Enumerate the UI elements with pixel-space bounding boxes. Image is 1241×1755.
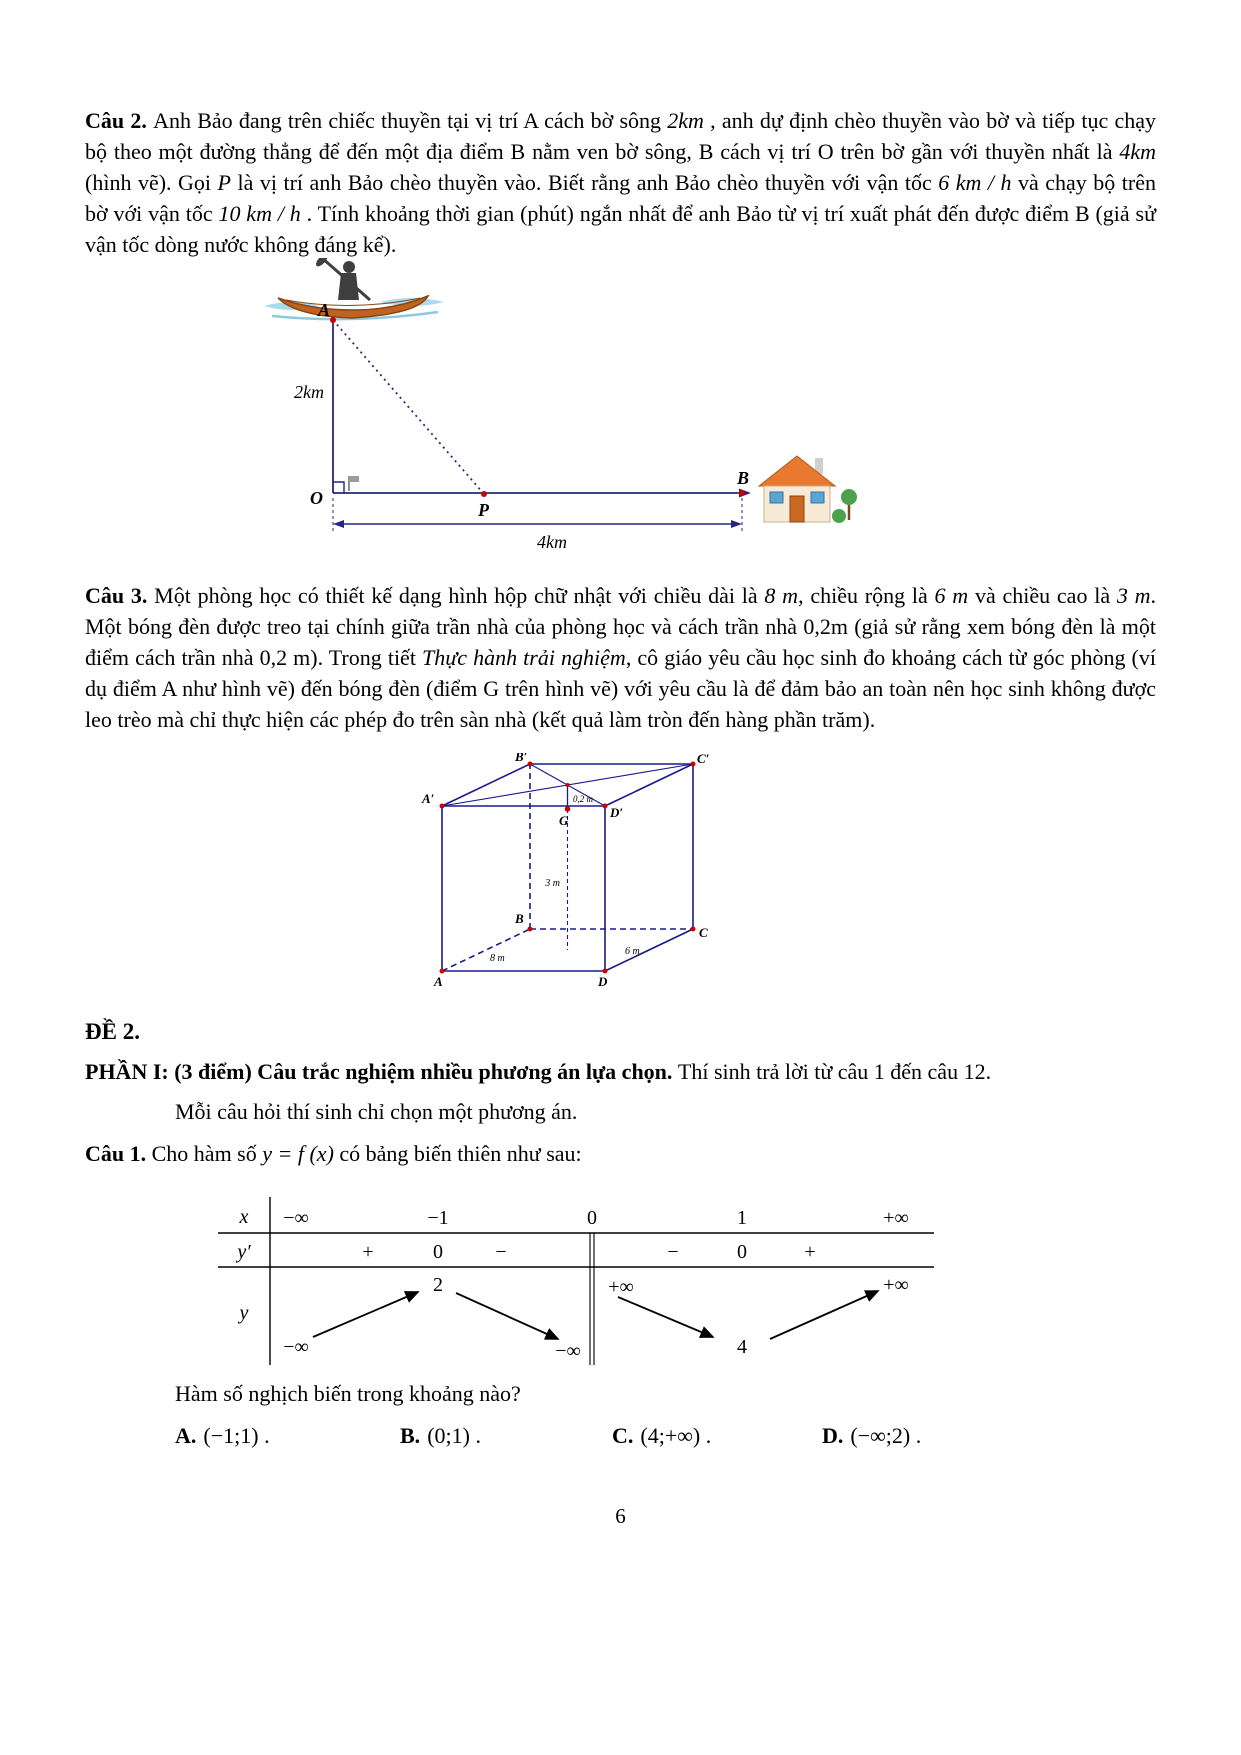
phan-1-heading: PHẦN I: (3 điểm) Câu trắc nghiệm nhiều phương án lựa chọn. Thí sinh trả lời từ câu 1 đến câu 12.: [85, 1059, 992, 1084]
house-icon: [759, 456, 857, 523]
option-b-label: B.: [400, 1423, 421, 1448]
boat-figure-svg: [252, 258, 872, 558]
option-d-value: (−∞;2) .: [850, 1423, 922, 1448]
y-min-4: 4: [737, 1336, 747, 1358]
box-edges: [442, 764, 693, 971]
label-3m: 3 m: [545, 878, 560, 889]
option-c-label: C.: [612, 1423, 634, 1448]
label-d-prime: D′: [610, 805, 624, 820]
option-a: [175, 1422, 270, 1450]
y-max-2: 2: [433, 1274, 443, 1296]
yprime-zero-2: 0: [737, 1241, 747, 1263]
yprime-sign-3: −: [667, 1241, 679, 1263]
question-1-intro: Câu 1. Cho hàm số y = f (x) có bảng biến thiên như sau:: [85, 1141, 582, 1166]
option-b-value: (0;1) .: [427, 1423, 481, 1448]
x-tick-neg-inf: −∞: [283, 1207, 309, 1229]
figure-lines: [333, 320, 751, 498]
y-pos-inf-mid: +∞: [608, 1276, 634, 1298]
label-c-prime: C′: [697, 753, 710, 766]
question-1-prompt: Hàm số nghịch biến trong khoảng nào?: [175, 1381, 521, 1406]
label-a-prime: A′: [422, 791, 435, 806]
label-d: D: [598, 974, 608, 989]
label-2km: 2km: [294, 382, 324, 402]
label-point-p: P: [478, 500, 489, 520]
point-dots: [330, 317, 745, 497]
label-point-b: B: [736, 468, 749, 488]
variation-table-svg: [218, 1197, 938, 1367]
label-c: C: [699, 925, 708, 940]
de-2-heading: ĐỀ 2.: [85, 1019, 140, 1044]
x-tick-minus1: −1: [427, 1207, 449, 1229]
label-g: G: [559, 813, 569, 828]
flag-icon: [349, 476, 359, 491]
y-row-label: y: [239, 1302, 249, 1324]
yprime-sign-1: +: [362, 1241, 374, 1263]
option-a-value: (−1;1) .: [203, 1423, 270, 1448]
x-row-label: x: [239, 1206, 249, 1228]
yprime-sign-4: +: [804, 1241, 816, 1263]
question-3-paragraph: Câu 3. Một phòng học có thiết kế dạng hình hộp chữ nhật với chiều dài là 8 m, chiều rộng là 6 m và chiều cao là 3 m. Một bóng đèn được treo tại chính giữa trần nhà của phòng học và cách trần nhà 0,2m (giả sử rằng xem bóng đèn là một điểm cách trần nhà 0,2 m). Trong tiết Thực hành trải nghiệm, cô giáo yêu cầu học sinh đo khoảng cách từ góc phòng (ví dụ điểm A như hình vẽ) đến bóng đèn (điểm G trên hình vẽ) với yêu cầu là để đảm bảo an toàn nên học sinh không được leo trèo mà chỉ thực hiện các phép đo trên sàn nhà (kết quả làm tròn đến hàng phần trăm).: [85, 583, 1157, 732]
x-tick-1: 1: [737, 1207, 747, 1229]
label-point-o: O: [310, 488, 323, 508]
page-number: 6: [615, 1504, 626, 1528]
box-figure: [420, 753, 720, 998]
option-c-value: (4;+∞) .: [640, 1423, 712, 1448]
instruction-note: Mỗi câu hỏi thí sinh chỉ chọn một phương án.: [175, 1099, 578, 1124]
y-neg-inf-left: −∞: [283, 1336, 309, 1358]
label-point-a: A: [318, 300, 331, 320]
variation-arrows: [313, 1291, 878, 1339]
box-figure-svg: [420, 753, 720, 993]
y-neg-inf-mid: −∞: [555, 1340, 581, 1362]
boat-figure: [252, 258, 872, 563]
label-4km: 4km: [537, 532, 567, 552]
label-8m: 8 m: [490, 953, 505, 964]
option-d-label: D.: [822, 1423, 844, 1448]
label-6m: 6 m: [625, 946, 640, 957]
x-tick-pos-inf: +∞: [883, 1207, 909, 1229]
question-2-paragraph: Câu 2. Anh Bảo đang trên chiếc thuyền tại vị trí A cách bờ sông 2km , anh dự định chèo thuyền vào bờ và tiếp tục chạy bộ theo một đường thẳng để đến một địa điểm B nằm ven bờ sông, B cách vị trí O trên bờ gần với thuyền nhất là 4km (hình vẽ). Gọi P là vị trí anh Bảo chèo thuyền vào. Biết rằng anh Bảo chèo thuyền với vận tốc 6 km / h và chạy bộ trên bờ với vận tốc 10 km / h . Tính khoảng thời gian (phút) ngắn nhất để anh Bảo từ vị trí xuất phát đến được điểm B (giả sử vận tốc dòng nước không đáng kể).: [85, 108, 1157, 257]
option-c: [612, 1422, 711, 1450]
label-b: B: [515, 911, 524, 926]
option-b: [400, 1422, 481, 1450]
person-icon: [314, 258, 370, 300]
y-pos-inf-right: +∞: [883, 1274, 909, 1296]
option-a-label: A.: [175, 1423, 197, 1448]
yprime-sign-2: −: [495, 1241, 507, 1263]
label-b-prime: B′: [515, 753, 528, 764]
yprime-row-label: y′: [237, 1241, 251, 1263]
distance-arrow: [333, 498, 742, 531]
yprime-zero-1: 0: [433, 1241, 443, 1263]
option-d: [822, 1422, 921, 1450]
variation-table: [218, 1197, 938, 1372]
label-02m: 0,2 m: [573, 794, 593, 804]
x-tick-0: 0: [587, 1207, 597, 1229]
label-a: A: [434, 974, 443, 989]
